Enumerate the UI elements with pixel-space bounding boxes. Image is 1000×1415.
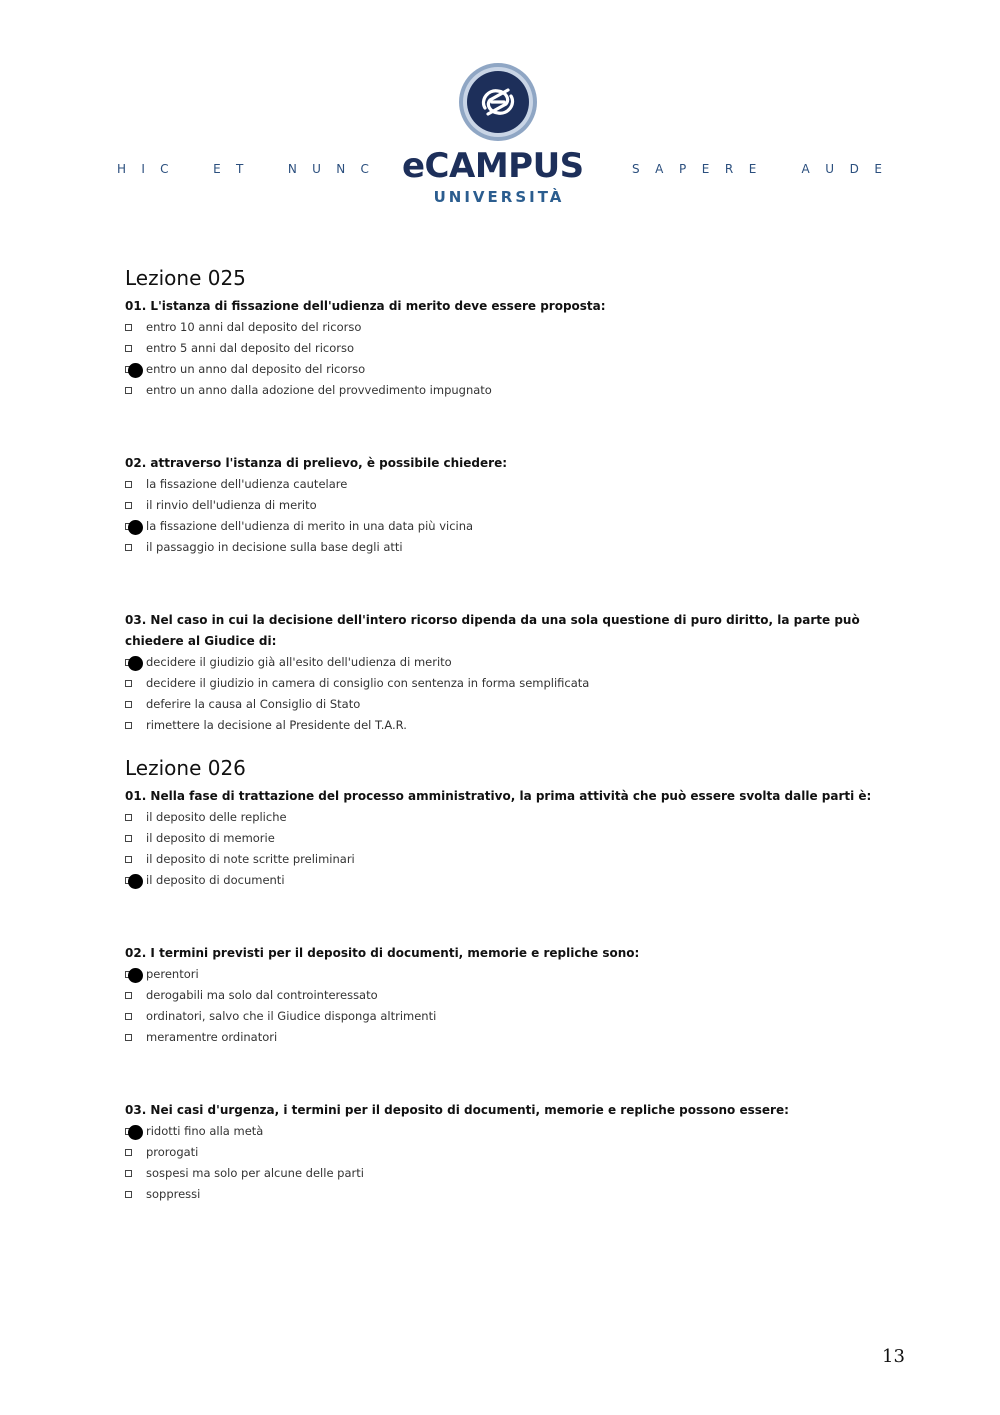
checkbox-icon[interactable]: [125, 701, 132, 708]
checkbox-icon[interactable]: [125, 345, 132, 352]
option[interactable]: il passaggio in decisione sulla base degli atti: [125, 537, 885, 558]
option[interactable]: il rinvio dell'udienza di merito: [125, 495, 885, 516]
options-list: [125, 474, 885, 558]
checkbox-icon[interactable]: [125, 835, 132, 842]
option[interactable]: rimettere la decisione al Presidente del T.A.R.: [125, 715, 885, 736]
quiz-content: [125, 264, 885, 1205]
checkbox-icon[interactable]: [125, 814, 132, 821]
answer-marker-icon: [128, 1125, 143, 1140]
question-text: 01. L'istanza di fissazione dell'udienza di merito deve essere proposta:: [125, 299, 606, 313]
option[interactable]: la fissazione dell'udienza di merito in una data più vicina: [125, 516, 885, 537]
option[interactable]: entro 5 anni dal deposito del ricorso: [125, 338, 885, 359]
checkbox-icon[interactable]: [125, 722, 132, 729]
lesson-title: Lezione 025: [125, 266, 246, 290]
question: [125, 610, 885, 736]
answer-marker-icon: [128, 363, 143, 378]
question-text: 02. attraverso l'istanza di prelievo, è possibile chiedere:: [125, 456, 508, 470]
option[interactable]: la fissazione dell'udienza cautelare: [125, 474, 885, 495]
options-list: [125, 652, 885, 736]
checkbox-icon[interactable]: [125, 481, 132, 488]
university-seal-logo: [458, 62, 538, 142]
checkbox-icon[interactable]: [125, 324, 132, 331]
question: [125, 1100, 885, 1205]
checkbox-icon[interactable]: [125, 680, 132, 687]
checkbox-icon[interactable]: [125, 856, 132, 863]
answer-marker-icon: [128, 968, 143, 983]
brand-logo: [402, 146, 596, 186]
checkbox-icon[interactable]: [125, 1191, 132, 1198]
question: [125, 943, 885, 1048]
brand-subtitle: UNIVERSITÀ: [433, 188, 565, 206]
option[interactable]: ridotti fino alla metà: [125, 1121, 885, 1142]
lesson-section: [125, 754, 885, 1205]
option[interactable]: prorogati: [125, 1142, 885, 1163]
question-text: 02. I termini previsti per il deposito di documenti, memorie e repliche sono:: [125, 946, 640, 960]
options-list: [125, 317, 885, 401]
option[interactable]: perentori: [125, 964, 885, 985]
option[interactable]: soppressi: [125, 1184, 885, 1205]
option[interactable]: meramentre ordinatori: [125, 1027, 885, 1048]
option[interactable]: entro un anno dal deposito del ricorso: [125, 359, 885, 380]
options-list: [125, 807, 885, 891]
motto-left: H I C E T N U N C: [117, 162, 369, 176]
option[interactable]: il deposito di documenti: [125, 870, 885, 891]
question-text: 03. Nei casi d'urgenza, i termini per il deposito di documenti, memorie e repliche possono essere:: [125, 1103, 789, 1117]
checkbox-icon[interactable]: [125, 1170, 132, 1177]
question: [125, 786, 885, 891]
option[interactable]: decidere il giudizio già all'esito dell'udienza di merito: [125, 652, 885, 673]
question-text: 01. Nella fase di trattazione del processo amministrativo, la prima attività che può essere svolta dalle parti è:: [125, 789, 872, 803]
lesson-title: Lezione 026: [125, 756, 246, 780]
option[interactable]: deferire la causa al Consiglio di Stato: [125, 694, 885, 715]
answer-marker-icon: [128, 656, 143, 671]
checkbox-icon[interactable]: [125, 992, 132, 999]
brand-wordmark: eCAMPUS: [402, 146, 584, 186]
option[interactable]: sospesi ma solo per alcune delle parti: [125, 1163, 885, 1184]
answer-marker-icon: [128, 520, 143, 535]
checkbox-icon[interactable]: [125, 387, 132, 394]
checkbox-icon[interactable]: [125, 1149, 132, 1156]
page-header: [0, 0, 1000, 230]
lesson-section: [125, 264, 885, 736]
options-list: [125, 964, 885, 1048]
answer-marker-icon: [128, 874, 143, 889]
checkbox-icon[interactable]: [125, 1034, 132, 1041]
option[interactable]: entro 10 anni dal deposito del ricorso: [125, 317, 885, 338]
question: [125, 453, 885, 558]
motto-right: S A P E R E A U D E: [632, 162, 882, 176]
page-number: 13: [882, 1346, 905, 1367]
question-text: 03. Nel caso in cui la decisione dell'intero ricorso dipenda da una sola questione di puro diritto, la parte può chiedere al Giudice di:: [125, 613, 860, 648]
checkbox-icon[interactable]: [125, 544, 132, 551]
checkbox-icon[interactable]: [125, 1013, 132, 1020]
option[interactable]: decidere il giudizio in camera di consiglio con sentenza in forma semplificata: [125, 673, 885, 694]
option[interactable]: il deposito delle repliche: [125, 807, 885, 828]
option[interactable]: ordinatori, salvo che il Giudice disponga altrimenti: [125, 1006, 885, 1027]
option[interactable]: il deposito di memorie: [125, 828, 885, 849]
option[interactable]: il deposito di note scritte preliminari: [125, 849, 885, 870]
option[interactable]: derogabili ma solo dal controinteressato: [125, 985, 885, 1006]
options-list: [125, 1121, 885, 1205]
question: [125, 296, 885, 401]
checkbox-icon[interactable]: [125, 502, 132, 509]
option[interactable]: entro un anno dalla adozione del provvedimento impugnato: [125, 380, 885, 401]
